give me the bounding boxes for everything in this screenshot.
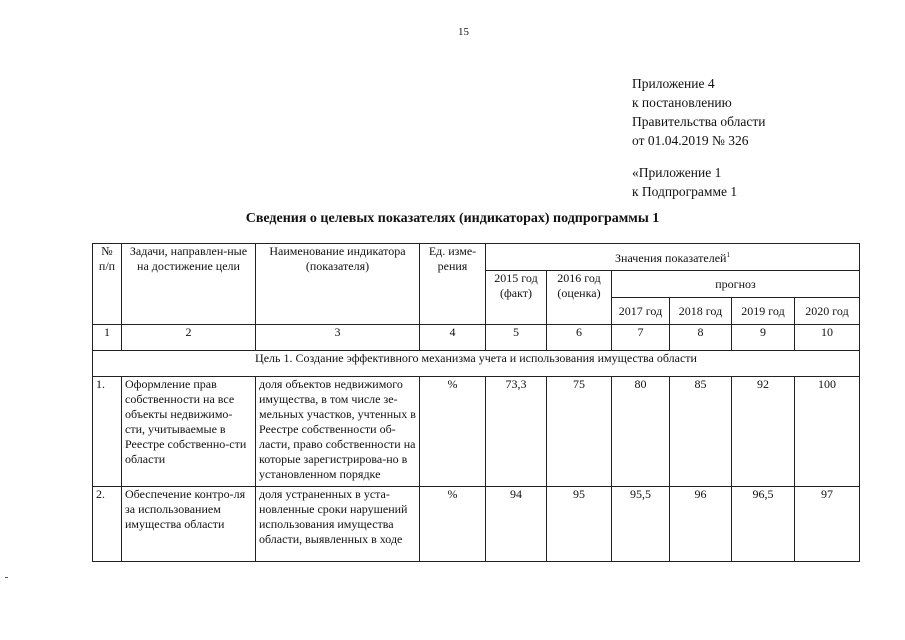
- row-value-2020: 100: [795, 377, 860, 487]
- page-number: 15: [458, 26, 469, 38]
- row-value-2015: 94: [486, 487, 547, 562]
- column-number: 9: [732, 325, 795, 351]
- row-indicator: доля объектов недвижимого имущества, в том числе зе-мельных участков, учтенных в Реестре собственности об-ласти, право собственности на которые зарегистрирова-но в установленном порядке: [256, 377, 420, 487]
- row-num: 2.: [93, 487, 122, 562]
- header-2020: 2020 год: [795, 298, 860, 325]
- column-number: 5: [486, 325, 547, 351]
- header-values-footnote: 1: [726, 251, 730, 259]
- row-value-2017: 80: [612, 377, 670, 487]
- subprogram-appendix-line-1: «Приложение 1: [632, 165, 722, 180]
- row-value-2016: 95: [547, 487, 612, 562]
- column-number: 2: [122, 325, 256, 351]
- goal-text: Цель 1. Создание эффективного механизма учета и использования имущества области: [93, 351, 860, 377]
- row-value-2018: 85: [670, 377, 732, 487]
- row-task: Обеспечение контро-ля за использованием имущества области: [122, 487, 256, 562]
- header-indicator: Наименование индикатора (показателя): [256, 244, 420, 325]
- header-forecast: прогноз: [612, 271, 860, 298]
- column-number: 6: [547, 325, 612, 351]
- row-indicator: доля устраненных в уста-новленные сроки нарушений использования имущества области, выявленных в ходе: [256, 487, 420, 562]
- appendix-line-1: Приложение 4: [632, 76, 715, 91]
- header-values-label: Значения показателей: [615, 251, 727, 265]
- goal-row: [93, 351, 860, 377]
- header-2018: 2018 год: [670, 298, 732, 325]
- header-2019: 2019 год: [732, 298, 795, 325]
- column-number: 1: [93, 325, 122, 351]
- table-row: [93, 377, 860, 487]
- row-unit: %: [420, 377, 486, 487]
- row-task: Оформление прав собственности на все объекты недвижимо-сти, учитываемые в Реестре собственно-сти области: [122, 377, 256, 487]
- header-2017: 2017 год: [612, 298, 670, 325]
- column-number: 10: [795, 325, 860, 351]
- scan-mark: [5, 577, 8, 578]
- row-value-2019: 96,5: [732, 487, 795, 562]
- indicators-table: [92, 243, 860, 562]
- header-num: № п/п: [93, 244, 122, 325]
- appendix-line-3: Правительства области: [632, 114, 766, 129]
- column-number: 7: [612, 325, 670, 351]
- row-num: 1.: [93, 377, 122, 487]
- appendix-reference: [632, 74, 765, 150]
- subprogram-appendix-reference: [632, 163, 737, 201]
- row-value-2015: 73,3: [486, 377, 547, 487]
- column-number: 8: [670, 325, 732, 351]
- row-value-2019: 92: [732, 377, 795, 487]
- header-row-1: [93, 244, 860, 271]
- document-title: Сведения о целевых показателях (индикаторах) подпрограммы 1: [245, 211, 660, 226]
- row-value-2018: 96: [670, 487, 732, 562]
- header-values: [486, 244, 860, 271]
- row-value-2017: 95,5: [612, 487, 670, 562]
- row-value-2016: 75: [547, 377, 612, 487]
- row-unit: %: [420, 487, 486, 562]
- column-number: 4: [420, 325, 486, 351]
- table-row: [93, 487, 860, 562]
- row-value-2020: 97: [795, 487, 860, 562]
- header-2016: 2016 год (оценка): [547, 271, 612, 325]
- header-2015: 2015 год (факт): [486, 271, 547, 325]
- appendix-line-4: от 01.04.2019 № 326: [632, 133, 749, 148]
- header-unit: Ед. изме-рения: [420, 244, 486, 325]
- appendix-line-2: к постановлению: [632, 95, 732, 110]
- column-number: 3: [256, 325, 420, 351]
- column-numbers-row: [93, 325, 860, 351]
- header-tasks: Задачи, направлен-ные на достижение цели: [122, 244, 256, 325]
- subprogram-appendix-line-2: к Подпрограмме 1: [632, 184, 738, 199]
